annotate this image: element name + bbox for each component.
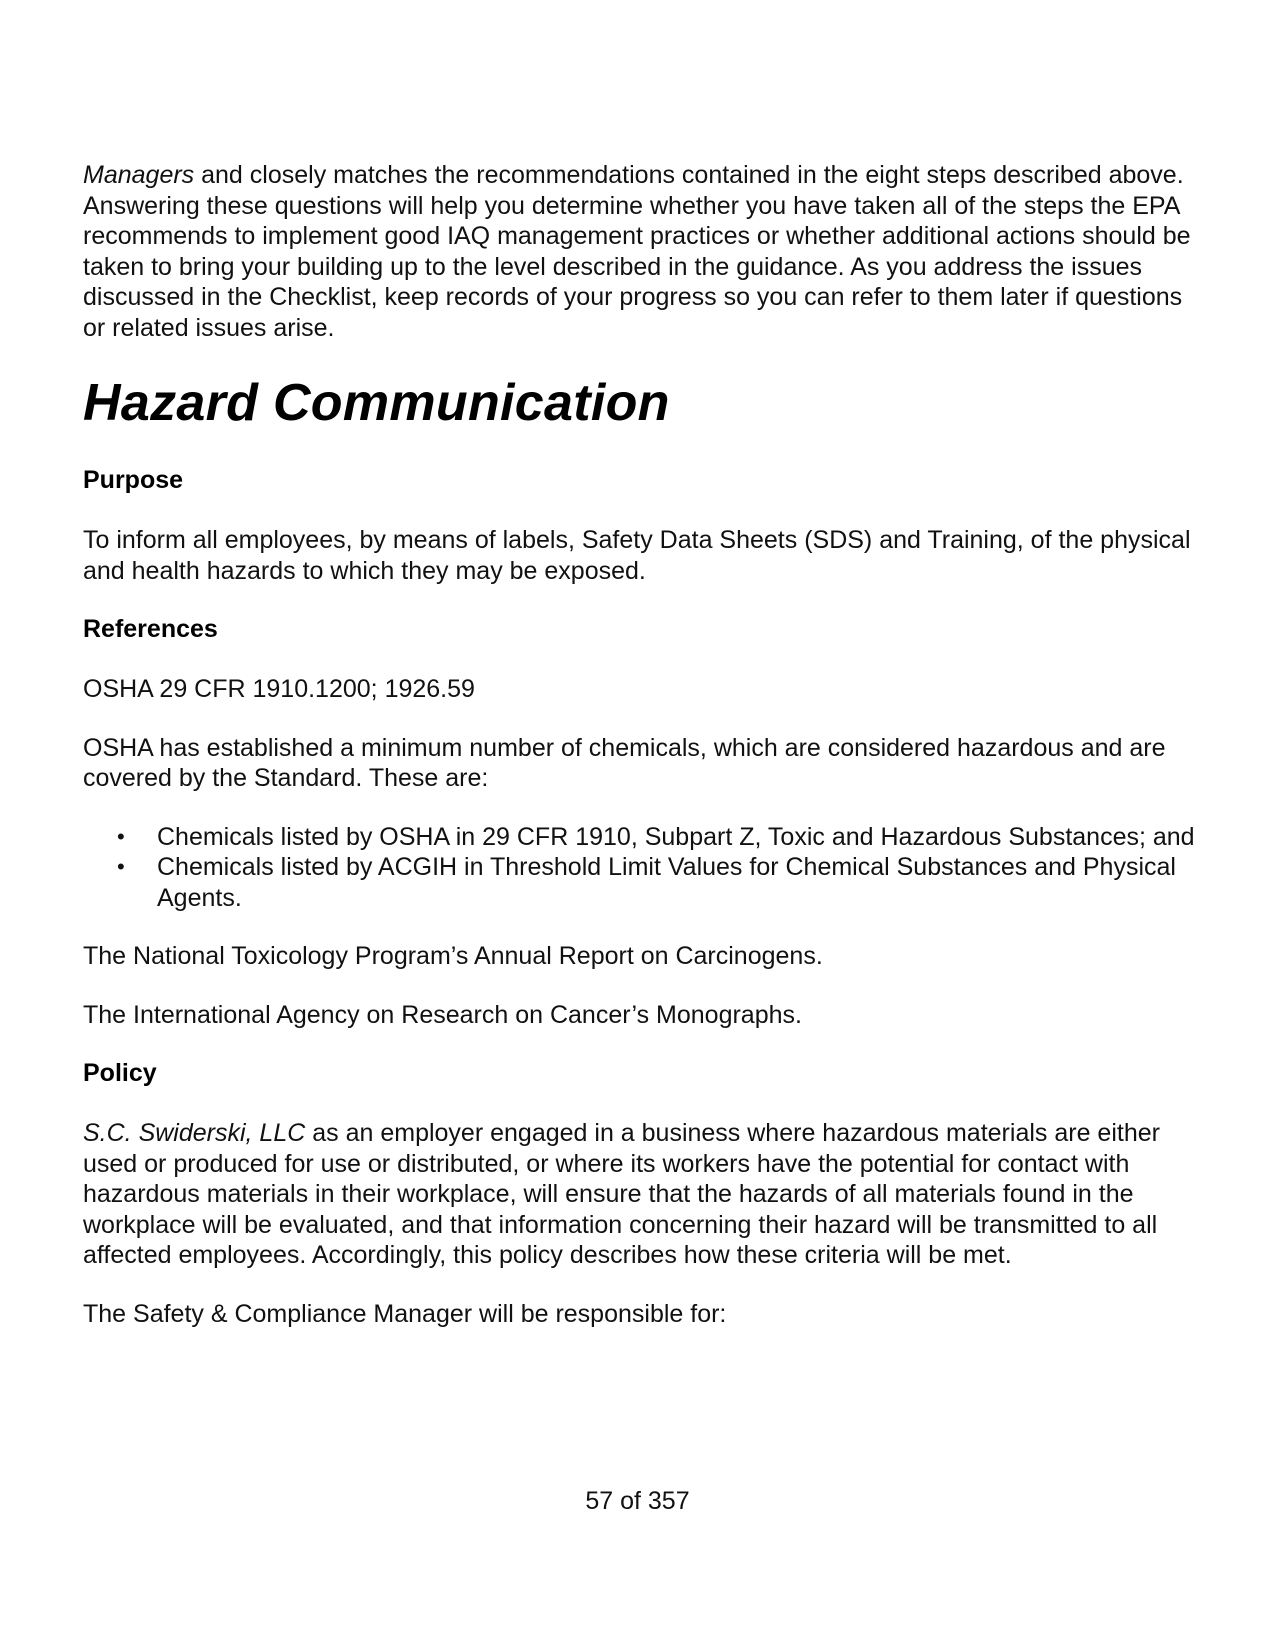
section-title: Hazard Communication (83, 374, 670, 432)
list-item-text: Chemicals listed by OSHA in 29 CFR 1910, Subpart Z, Toxic and Hazardous Substances; and (157, 822, 1195, 851)
references-lead: OSHA has established a minimum number of chemicals, which are considered hazardous and are covered by the Standard. These are: (83, 733, 1166, 792)
references-heading: References (83, 615, 218, 643)
policy-paragraph (83, 1118, 1203, 1271)
document-page (83, 160, 1203, 1357)
references-bullet-list (83, 822, 1203, 914)
bullet-icon: • (117, 854, 125, 879)
intro-text: and closely matches the recommendations contained in the eight steps described above. Answering these questions will help you determine whether you have taken all of the steps the EPA recommends to implement good IAQ management practices or whether additional actions should be taken to bring your building up to the level described in the guidance. As you address the issues discussed in the Checklist, keep records of your progress so you can refer to them later if questions or related issues arise. (83, 161, 1191, 342)
purpose-text: To inform all employees, by means of labels, Safety Data Sheets (SDS) and Training, of the physical and health hazards to which they may be exposed. (83, 526, 1191, 585)
list-item (117, 822, 1203, 853)
page-number: 57 of 357 (585, 1487, 690, 1515)
purpose-heading: Purpose (83, 466, 184, 494)
policy-heading: Policy (83, 1059, 157, 1087)
list-item (117, 852, 1203, 913)
references-ntp: The National Toxicology Program’s Annual Report on Carcinogens. (83, 942, 823, 970)
policy-text: as an employer engaged in a business where hazardous materials are either used or produced for use or distributed, or where its workers have the potential for contact with hazardous materials in their workplace, will ensure that the hazards of all materials found in the workplace will be evaluated, and that information concerning their hazard will be transmitted to all affected employees. Accordingly, this policy describes how these criteria will be met. (83, 1119, 1160, 1269)
policy-company-name: S.C. Swiderski, LLC (83, 1119, 306, 1147)
references-iarc: The International Agency on Research on Cancer’s Monographs. (83, 1000, 802, 1029)
references-citation: OSHA 29 CFR 1910.1200; 1926.59 (83, 675, 475, 703)
bullet-icon: • (117, 823, 125, 849)
intro-italic-lead: Managers (83, 161, 195, 189)
intro-paragraph (83, 160, 1203, 343)
list-item-text: Chemicals listed by ACGIH in Threshold Limit Values for Chemical Substances and Physical Agents. (157, 853, 1176, 912)
policy-responsible: The Safety & Compliance Manager will be responsible for: (83, 1299, 727, 1328)
